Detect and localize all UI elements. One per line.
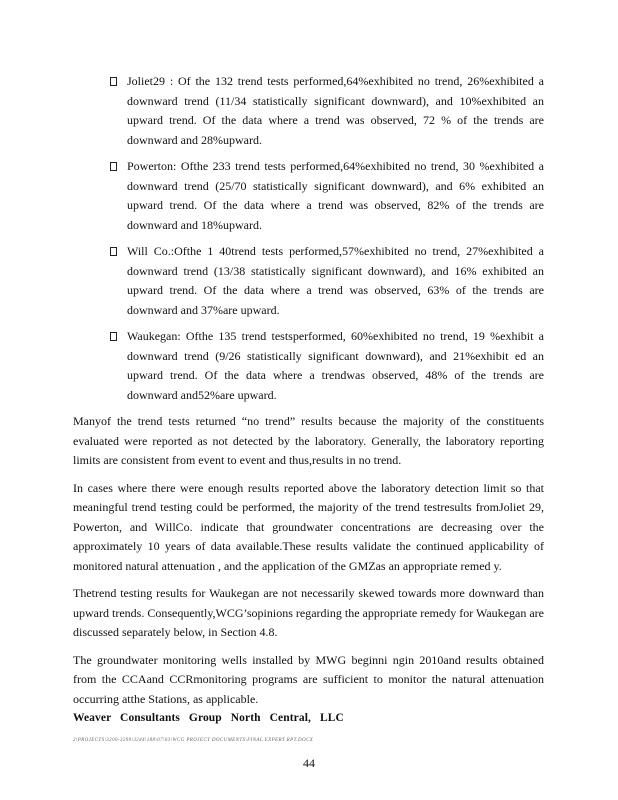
footer-firm-name: Weaver Consultants Group North Central, LLC <box>73 712 344 724</box>
bullet-joliet29 <box>73 72 544 150</box>
bullet-box-icon <box>110 162 117 171</box>
bullet-text: Powerton: Ofthe 233 trend tests performed,64%exhibited no trend, 30 %exhibited a downward trend (25/70 statistically significant downward), and 6% exhibited an upward trend. Of the data where a trend was observed, 82% of the trends are downward and 18%upward. <box>127 159 544 232</box>
bullet-text: Waukegan: Ofthe 135 trend testsperformed, 60%exhibited no trend, 19 %exhibit a downward trend (9/26 statistically significant downward), and 21%exhibit ed an upward trend. Of the data where a trendwas observed, 48% of the trends are downward and52%are upward. <box>127 329 544 402</box>
bullet-box-icon <box>110 247 117 256</box>
page-number: 44 <box>303 756 315 770</box>
bullet-text: Will Co.:Ofthe 1 40trend tests performed,57%exhibited no trend, 27%exhibited a downward trend (13/38 statistically significant downward), and 16% exhibited an upward trend. Of the data where a trend was observed, 63% of the trends are downward and 37%are upward. <box>127 244 544 317</box>
trend-results-list <box>73 72 544 405</box>
paragraph-waukegan: Thetrend testing results for Waukegan are not necessarily skewed towards more downward than upward trends. Consequently,WCG’sopinions regarding the appropriate remedy for Waukegan are discussed separately below, in Section 4.8. <box>73 586 544 639</box>
paragraph-decreasing-trends: In cases where there were enough results reported above the laboratory detection limit so that meaningful trend testing could be performed, the majority of the trend testresults fromJoliet 29, Powerton, and WillCo. indicate that groundwater concentrations are decreasing over the approximately 10 years of data available.These results validate the continued applicability of monitored natural attenuation , and the application of the GMZas an appropriate remed y. <box>73 480 544 573</box>
footer-file-path: 2\PROJECTS\3200-3299\3244\188\07\03\WCG PROJECT DOCUMENTS\FINAL EXPERT RPT.DOCX <box>73 738 314 743</box>
page-body <box>73 72 544 717</box>
bullet-box-icon <box>110 77 117 86</box>
bullet-powerton <box>73 157 544 235</box>
paragraph-no-trend: Manyof the trend tests returned “no trend” results because the majority of the constituents evaluated were reported as not detected by the laboratory. Generally, the laboratory reporting limits are consistent from event to event and thus,results in no trend. <box>73 414 544 467</box>
bullet-waukegan <box>73 327 544 405</box>
bullet-will-county <box>73 242 544 320</box>
bullet-text: Joliet29 : Of the 132 trend tests performed,64%exhibited no trend, 26%exhibited a downward trend (11/34 statistically significant downward), and 10%exhibited an upward trend. Of the data where a trend was observed, 72 % of the trends are downward and 28%upward. <box>127 74 544 147</box>
paragraph-monitoring-wells: The groundwater monitoring wells installed by MWG beginni ngin 2010and results obtained from the CCAand CCRmonitoring programs are sufficient to monitor the natural attenuation occurring atthe Stations, as applicable. <box>73 652 544 706</box>
bullet-box-icon <box>110 332 117 341</box>
